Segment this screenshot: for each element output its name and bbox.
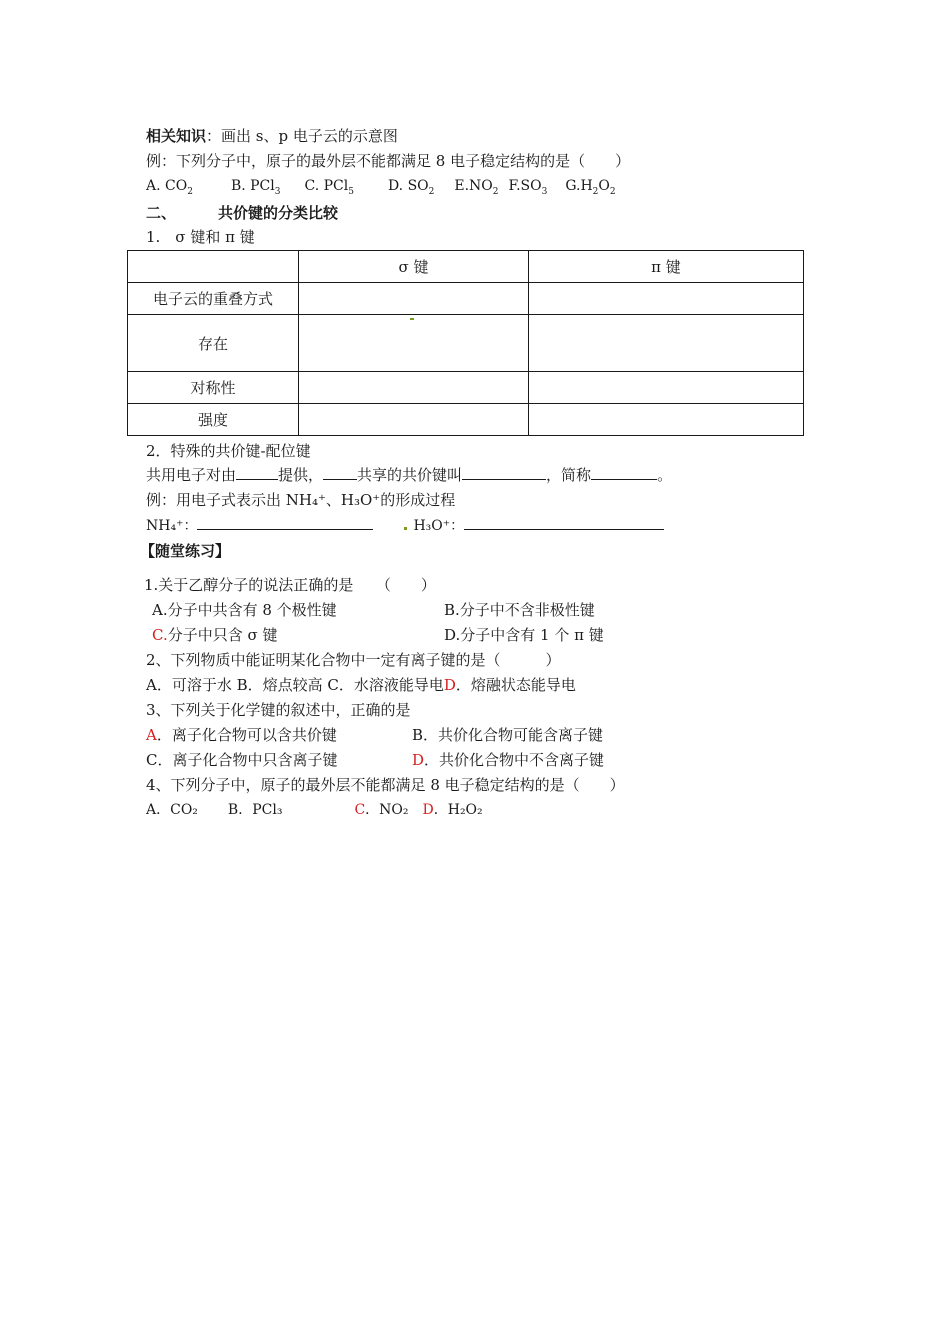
table-row xyxy=(128,283,804,315)
q4-option-b: B．PCl₃ xyxy=(227,802,283,818)
q1-option-b: B.分子中不含非极性键 xyxy=(444,601,595,619)
fill-text-3: 共享的共价键叫 xyxy=(357,466,463,484)
blank-sharers[interactable] xyxy=(323,465,357,480)
q2-options-abc: A．可溶于水 B．熔点较高 C．水溶液能导电 xyxy=(146,676,444,694)
option-d: D. SO xyxy=(387,178,429,194)
fill-text-1: 共用电子对由 xyxy=(146,466,237,484)
q2-options xyxy=(146,675,576,695)
section2-title: 共价键的分类比较 xyxy=(218,204,339,222)
q1-option-a: A.分子中共含有 8 个极性键 xyxy=(152,601,337,619)
option-f: F.SO xyxy=(508,178,542,194)
option-e: E.NO xyxy=(454,178,493,194)
knowledge-label: 相关知识 xyxy=(146,127,207,145)
row-label-existence: 存在 xyxy=(128,315,299,372)
table-cell[interactable] xyxy=(299,315,529,372)
q1-option-c-letter: C. xyxy=(152,626,168,644)
option-b: B. PCl xyxy=(230,178,275,194)
example2-question: 例：用电子式表示出 NH₄⁺、H₃O⁺的形成过程 xyxy=(146,491,456,509)
table-cell[interactable] xyxy=(529,283,804,315)
fill-text-2: 提供， xyxy=(278,466,324,484)
row-label-overlap: 电子云的重叠方式 xyxy=(128,283,299,315)
option-g: G.H xyxy=(565,178,593,194)
q3-stem: 3、下列关于化学键的叙述中，正确的是 xyxy=(146,701,411,719)
table-cell[interactable] xyxy=(529,404,804,436)
q3-option-b: B．共价化合物可能含离子键 xyxy=(412,726,604,744)
q3-option-d-letter: D xyxy=(412,751,425,769)
stray-mark xyxy=(410,318,414,320)
q2-stem: 2、下列物质中能证明某化合物中一定有离子键的是（ ） xyxy=(146,651,561,669)
option-c: C. PCl xyxy=(304,178,349,194)
bond-comparison-table xyxy=(127,250,804,436)
q1-option-d: D.分子中含有 1 个 π 键 xyxy=(444,626,604,644)
section2-number: 二、 xyxy=(146,204,177,222)
q1-stem: 1.关于乙醇分子的说法正确的是 （ ） xyxy=(144,576,436,594)
table-cell[interactable] xyxy=(529,372,804,404)
q4-stem: 4、下列分子中，原子的最外层不能都满足 8 电子稳定结构的是（ ） xyxy=(146,776,625,794)
option-g-tail: O xyxy=(598,178,610,194)
table-row xyxy=(128,315,804,372)
table-header-sigma: σ 键 xyxy=(299,251,529,283)
table-header-pi: π 键 xyxy=(529,251,804,283)
q3-option-a xyxy=(146,725,337,745)
q4-options xyxy=(146,800,483,820)
q3-option-d-text: ．共价化合物中不含离子键 xyxy=(424,751,605,769)
row-label-symmetry: 对称性 xyxy=(128,372,299,404)
option-a: A. CO xyxy=(146,178,188,194)
h3o-label: H₃O⁺： xyxy=(413,518,465,534)
example1-question: 例：下列分子中，原子的最外层不能都满足 8 电子稳定结构的是（ ） xyxy=(146,152,631,170)
table-cell[interactable] xyxy=(299,372,529,404)
subsection2-title: 2．特殊的共价键-配位键 xyxy=(146,442,311,460)
fill-text-5: 。 xyxy=(657,466,673,484)
table-cell[interactable] xyxy=(299,283,529,315)
example1-options: A. $CO_2$ B. PCl$_3$ C. PCl$_5$ D. $SO_2$ $E.NO_2$ $F.SO_3$ $G.H_2O_2$ xyxy=(146,178,616,197)
q1-option-c-text: 分子中只含 σ 键 xyxy=(167,626,278,644)
table-cell[interactable] xyxy=(529,315,804,372)
formation-lines xyxy=(146,515,664,536)
stray-mark xyxy=(404,527,407,530)
fill-text-4: ，简称 xyxy=(546,466,592,484)
q4-option-d: D．H₂O₂ xyxy=(422,802,483,818)
nh4-label: NH₄⁺： xyxy=(146,518,198,534)
fill-in-sentence xyxy=(146,465,672,485)
table-cell[interactable] xyxy=(299,404,529,436)
q2-option-d-letter: D xyxy=(443,676,456,694)
table-header-row xyxy=(128,251,804,283)
q1-option-c xyxy=(152,625,278,645)
q3-option-a-letter: A xyxy=(146,726,157,744)
table-row xyxy=(128,404,804,436)
q4-option-c: C．NO₂ xyxy=(354,802,409,818)
q3-option-d xyxy=(412,750,604,770)
table-header-blank xyxy=(128,251,299,283)
q2-option-d-text: ．熔融状态能导电 xyxy=(455,676,576,694)
practice-title: 【随堂练习】 xyxy=(140,542,231,560)
blank-short-name[interactable] xyxy=(591,465,657,480)
table-row xyxy=(128,372,804,404)
subsection1-title: 1. σ 键和 π 键 xyxy=(146,228,255,246)
h3o-answer-line[interactable] xyxy=(464,515,664,530)
nh4-answer-line[interactable] xyxy=(197,515,373,530)
knowledge-text: ：画出 s、p 电子云的示意图 xyxy=(206,127,398,145)
row-label-strength: 强度 xyxy=(128,404,299,436)
blank-bond-name[interactable] xyxy=(462,465,546,480)
section2-heading xyxy=(146,203,338,223)
blank-donor[interactable] xyxy=(236,465,278,480)
q4-option-a: A．CO₂ xyxy=(146,802,198,818)
q3-option-c: C．离子化合物中只含离子键 xyxy=(146,751,338,769)
knowledge-line xyxy=(146,126,398,146)
q3-option-a-text: ．离子化合物可以含共价键 xyxy=(156,726,337,744)
